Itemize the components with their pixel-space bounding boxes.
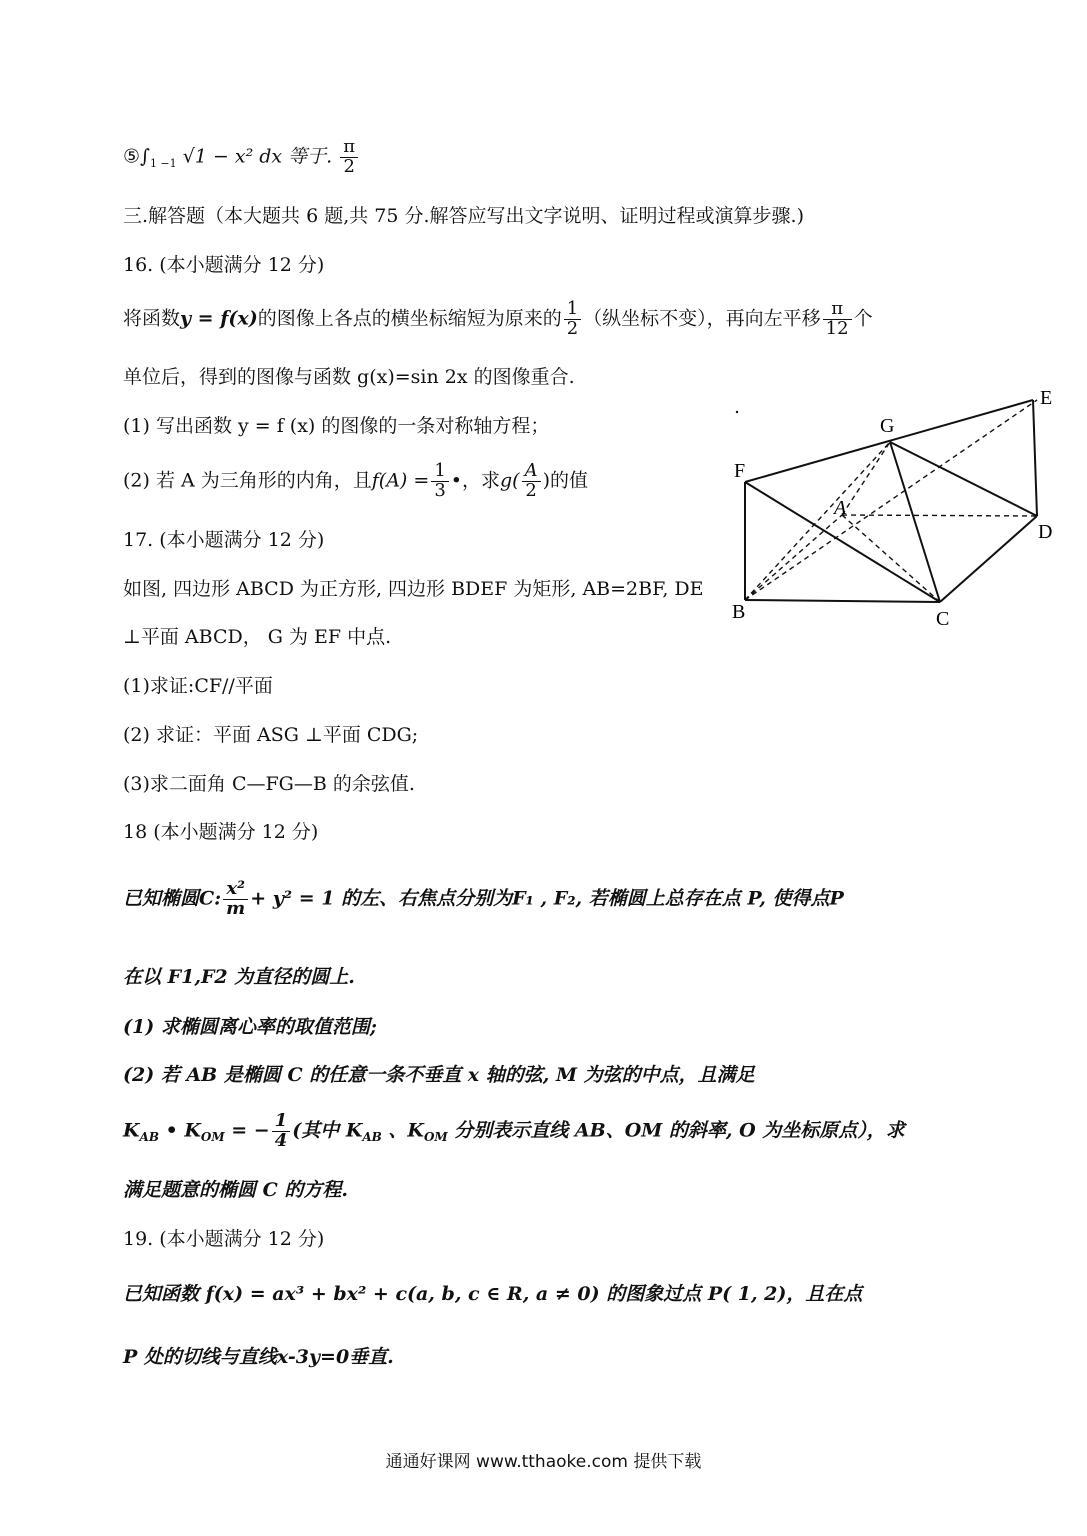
section-heading: 三.解答题（本大题共 6 题,共 75 分.解答应写出文字说明、证明过程或演算步骤.) bbox=[123, 205, 804, 227]
q17-title: 17. (本小题满分 12 分) bbox=[123, 529, 325, 551]
q16-title: 16. (本小题满分 12 分) bbox=[123, 254, 325, 276]
q16-stem-1: 将函数y = f(x)的图像上各点的横坐标缩短为原来的 $\frac{1}{2}$ （纵坐标不变），再向左平移 $\frac{\pi}{12}$ 个 bbox=[123, 298, 873, 339]
q18-part-2: (2) 若 AB 是椭圆 C 的任意一条不垂直 x 轴的弦, M 为弦的中点，且满足 bbox=[123, 1064, 755, 1086]
q19-stem-1: 已知函数 f(x) = ax³ + bx² + c(a, b, c ∈ R, a ≠ 0) 的图象过点 P( 1, 2)，且在点 bbox=[123, 1283, 863, 1305]
q16-part-2: (2) 若 A 为三角形的内角，且f(A) = $\frac{1}{3}$ •，求g( $\frac{A}{2}$ )的值 bbox=[123, 460, 588, 501]
q18-part-1: (1) 求椭圆离心率的取值范围; bbox=[123, 1016, 377, 1038]
q18-title: 18 (本小题满分 12 分) bbox=[123, 821, 319, 843]
q19-stem-2: P 处的切线与直线x-3y=0垂直. bbox=[123, 1346, 394, 1368]
footer: 通通好课网 www.tthaoke.com 提供下载 bbox=[385, 1452, 702, 1472]
geometry-figure bbox=[720, 380, 1070, 640]
q18-stem-1: 已知椭圆C: $\frac{\text{x²}}{m}$ + y² = 1 的左、右焦点分别为F₁ , F₂, 若椭圆上总存在点 P, 使得点P bbox=[123, 878, 844, 919]
fraction-one-third: $\frac{1}{3}$ bbox=[431, 462, 448, 501]
stray-dot bbox=[736, 411, 738, 413]
fraction-one-half: $\frac{1}{2}$ bbox=[564, 300, 581, 339]
fraction-pi-over-2: $\frac{\pi}{2}$ bbox=[340, 138, 358, 177]
label-G: G bbox=[880, 415, 895, 437]
edge-ED bbox=[1033, 400, 1037, 516]
label-A: A bbox=[834, 497, 847, 519]
q16-stem-2: 单位后，得到的图像与函数 g(x)=sin 2x 的图像重合. bbox=[123, 366, 575, 388]
q17-part-1: (1)求证:CF//平面 bbox=[123, 675, 273, 697]
integral-limits: 1 −1 bbox=[149, 157, 177, 171]
edge-BC bbox=[745, 600, 940, 602]
edge-AD bbox=[842, 515, 1037, 516]
q19-title: 19. (本小题满分 12 分) bbox=[123, 1228, 325, 1250]
fraction-a-over-2: $\frac{A}{2}$ bbox=[522, 462, 541, 501]
label-D: D bbox=[1038, 521, 1053, 543]
label-B: B bbox=[732, 601, 746, 623]
q18-condition: $K_{AB}$ • $K_{OM}$ = − $\frac{1}{4}$ (其中 $K_{AB}$ 、$K_{OM}$ 分别表示直线 AB、OM 的斜率, O 为坐标原点），求 bbox=[123, 1110, 905, 1151]
q17-part-2: (2) 求证：平面 ASG ⊥平面 CDG; bbox=[123, 724, 419, 746]
edge-BG bbox=[745, 442, 890, 600]
edge-GC bbox=[890, 442, 940, 602]
label-E: E bbox=[1040, 387, 1053, 409]
fraction-x2-over-m: $\frac{\text{x²}}{m}$ bbox=[223, 880, 248, 919]
q16-part-1: (1) 写出函数 y = f (x) 的图像的一条对称轴方程； bbox=[123, 415, 550, 437]
q18-stem-2: 在以 F1,F2 为直径的圆上. bbox=[123, 966, 355, 988]
label-C: C bbox=[936, 608, 950, 630]
q17-stem-1: 如图, 四边形 ABCD 为正方形, 四边形 BDEF 为矩形, AB=2BF, DE bbox=[123, 578, 704, 600]
edge-FE bbox=[745, 400, 1033, 482]
integral-statement bbox=[123, 138, 360, 177]
edge-AC bbox=[842, 515, 940, 602]
edge-CD bbox=[940, 516, 1037, 602]
fraction-pi-over-12: $\frac{\pi}{12}$ bbox=[823, 300, 852, 339]
edge-BA bbox=[745, 515, 842, 600]
label-F: F bbox=[734, 460, 746, 482]
q18-stem-3: 满足题意的椭圆 C 的方程. bbox=[123, 1179, 348, 1201]
q17-stem-2: ⊥平面 ABCD， G 为 EF 中点. bbox=[123, 626, 392, 648]
q17-part-3: (3)求二面角 C—FG—B 的余弦值. bbox=[123, 773, 415, 795]
fraction-one-quarter: $\frac{1}{4}$ bbox=[272, 1112, 291, 1151]
edge-GD bbox=[890, 442, 1037, 516]
integral-body: √1 − x² dx 等于. bbox=[182, 145, 333, 168]
integral-prefix: ⑤∫ bbox=[123, 145, 150, 168]
